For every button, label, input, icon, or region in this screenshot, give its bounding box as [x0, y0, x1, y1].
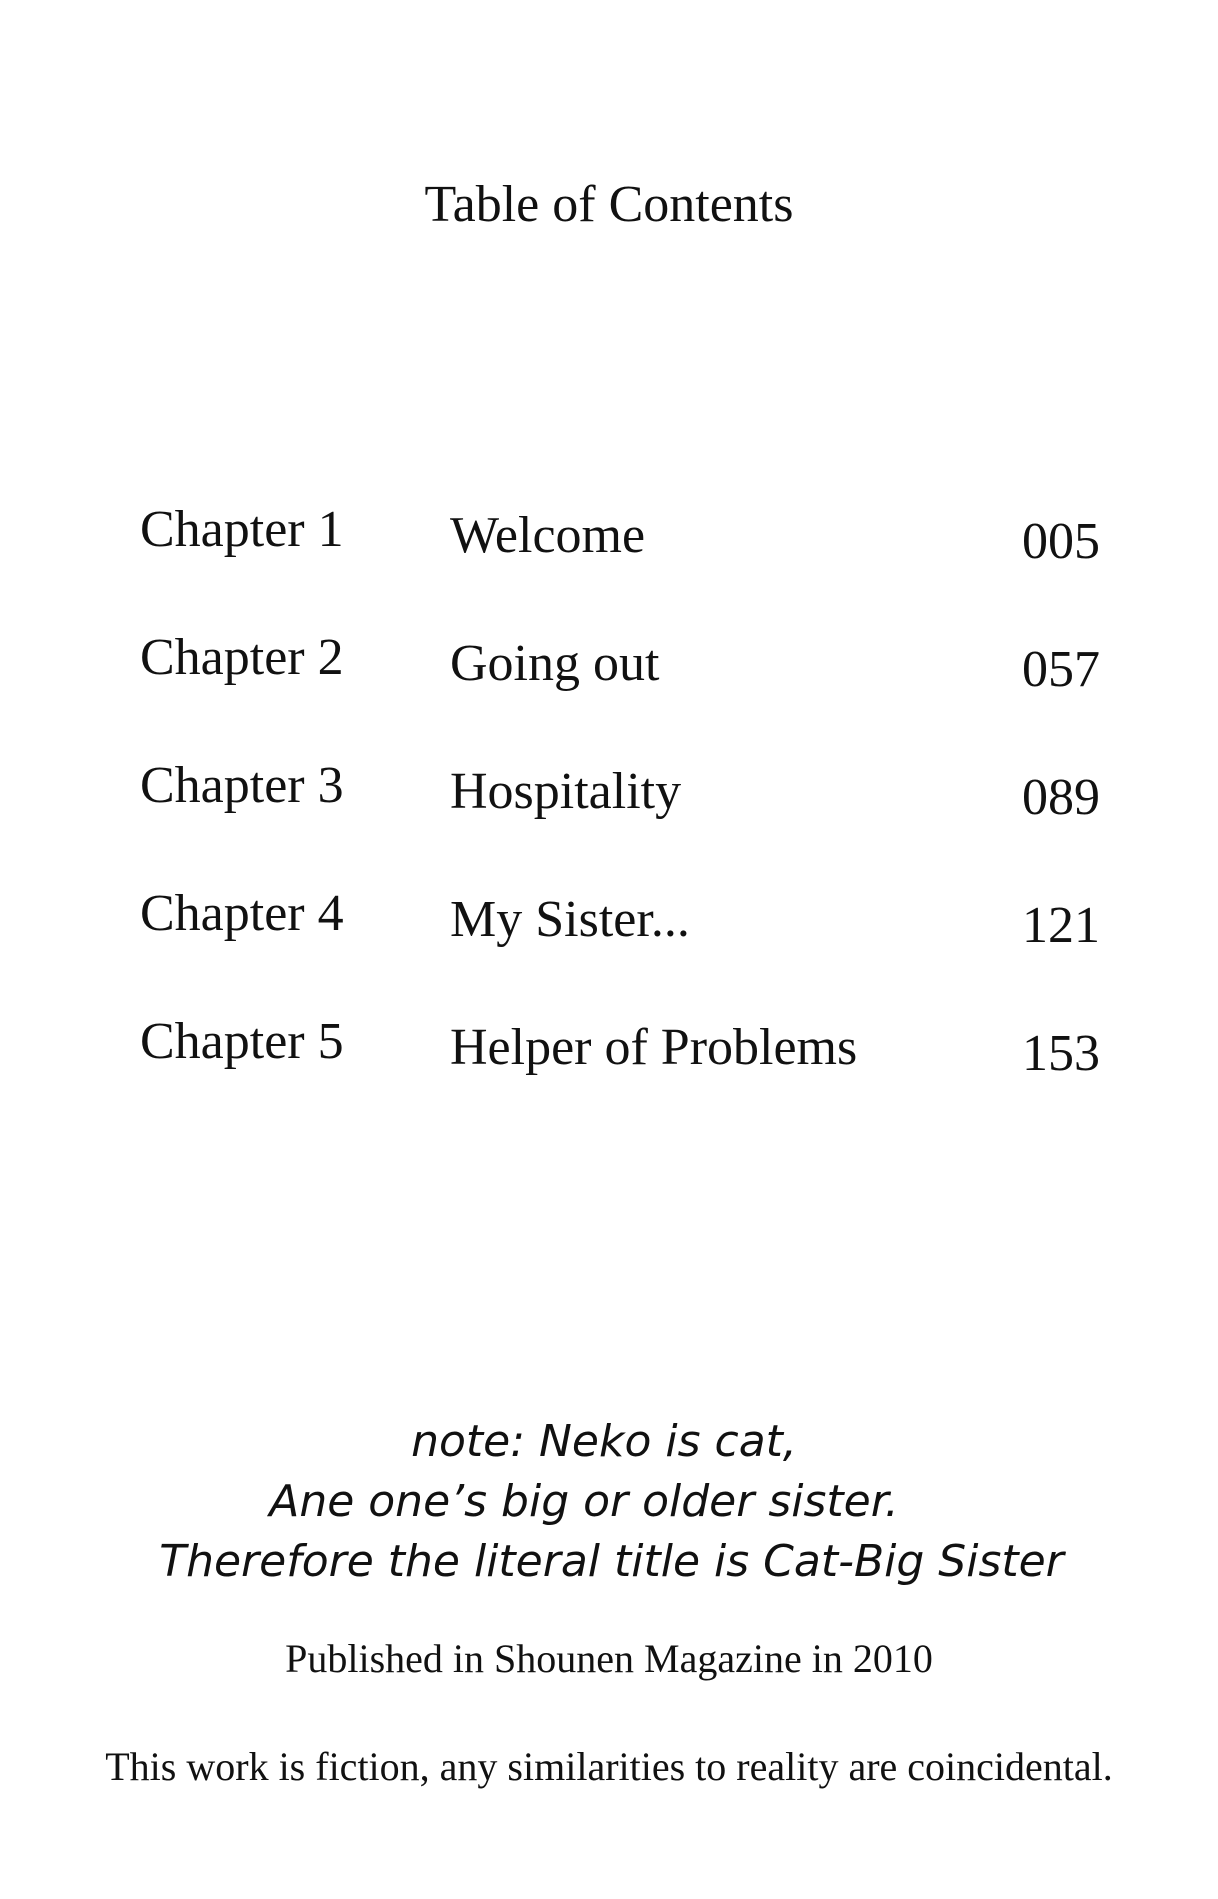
chapter-title: Helper of Problems: [450, 1019, 858, 1076]
chapter-page-number: 057: [1022, 641, 1100, 698]
chapter-title: Welcome: [450, 507, 646, 564]
chapter-label: Chapter 3: [140, 757, 344, 814]
toc-entry-chapter-3: [140, 756, 1100, 884]
page-title: Table of Contents: [424, 176, 794, 233]
toc-entry-chapter-2: [140, 628, 1100, 756]
chapter-title: My Sister...: [450, 891, 690, 948]
fiction-disclaimer: This work is fiction, any similarities to reality are coincidental.: [105, 1744, 1113, 1789]
chapter-title: Hospitality: [450, 763, 682, 820]
translator-note: [0, 1412, 1218, 1592]
chapter-page-number: 089: [1022, 769, 1100, 826]
chapter-page-number: 121: [1022, 897, 1100, 954]
chapter-label: Chapter 1: [140, 501, 344, 558]
toc-entry-chapter-1: [140, 500, 1100, 628]
translator-note-line: Therefore the literal title is Cat-Big Sister: [159, 1536, 1064, 1587]
toc-entry-chapter-4: [140, 884, 1100, 1012]
chapter-page-number: 153: [1022, 1025, 1100, 1082]
chapter-page-number: 005: [1022, 513, 1100, 570]
table-of-contents: [140, 500, 1100, 1140]
chapter-label: Chapter 2: [140, 629, 344, 686]
translator-note-line: Ane one’s big or older sister.: [269, 1476, 899, 1527]
chapter-title: Going out: [450, 635, 660, 692]
toc-entry-chapter-5: [140, 1012, 1100, 1140]
publication-info: Published in Shounen Magazine in 2010: [285, 1636, 933, 1681]
translator-note-line: note: Neko is cat,: [411, 1416, 797, 1467]
chapter-label: Chapter 5: [140, 1013, 344, 1070]
chapter-label: Chapter 4: [140, 885, 344, 942]
